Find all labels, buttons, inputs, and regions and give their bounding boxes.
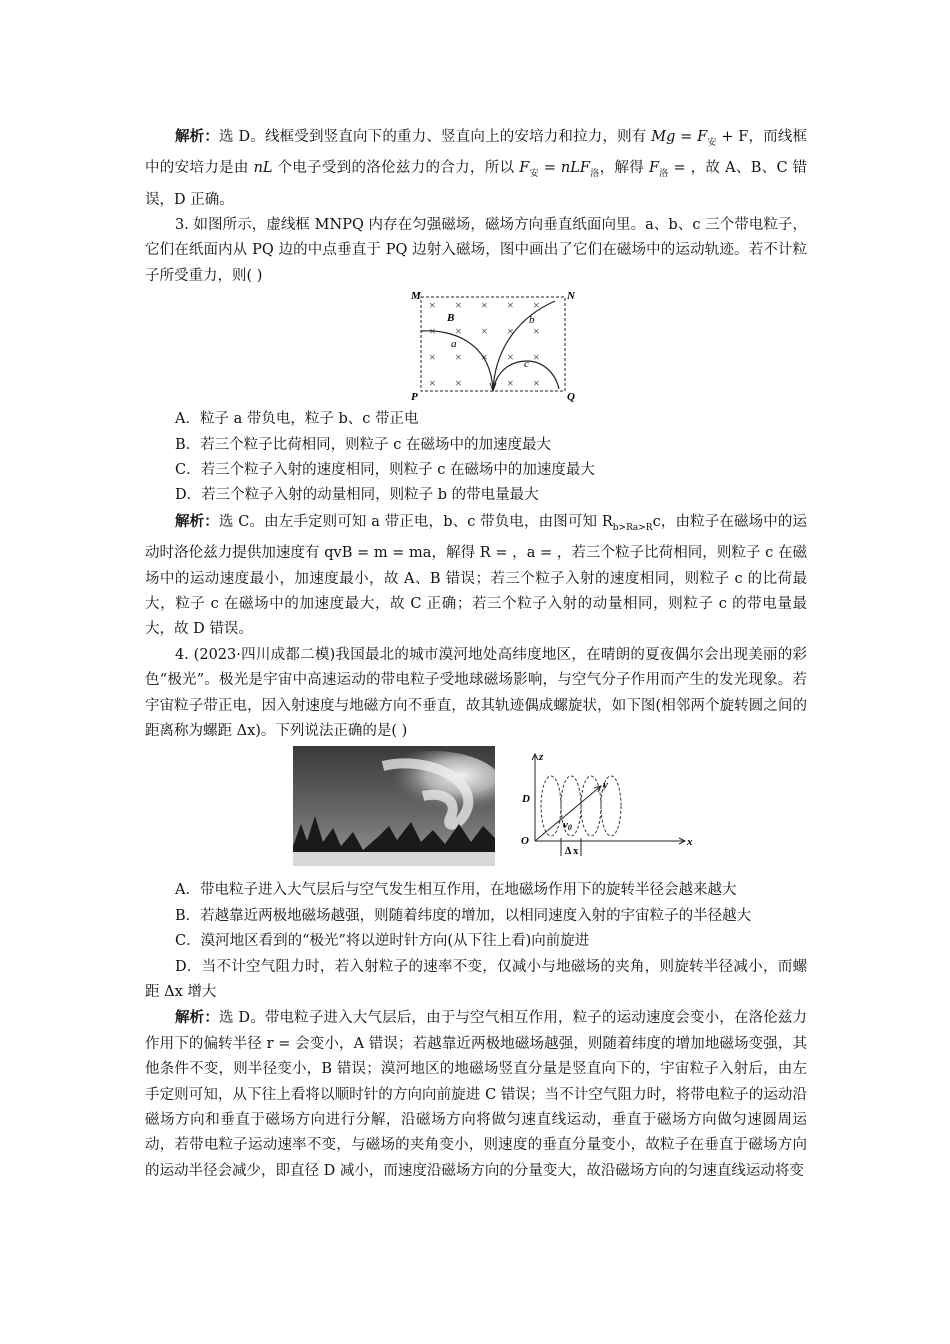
field-cross: × <box>507 298 514 313</box>
field-cross: × <box>533 350 540 365</box>
field-cross: × <box>533 324 540 339</box>
aurora-photo <box>293 746 495 866</box>
q4-option-c: C．漠河地区看到的“极光”将以逆时针方向(从下往上看)向前旋进 <box>175 933 590 950</box>
q4-option-d: D．当不计空气阻力时，若入射粒子的速率不变，仅减小与地磁场的夹角，则旋转半径减小，而螺距 Δx 增大 <box>145 958 807 1001</box>
axis-z: z <box>539 751 544 764</box>
label-c: c <box>524 358 529 371</box>
field-cross: × <box>429 298 436 313</box>
analysis-label: 解析： <box>175 512 219 530</box>
axis-y: y <box>603 779 608 792</box>
label-q: Q <box>567 391 575 404</box>
helix-loops <box>541 776 621 836</box>
axis-x: x <box>687 836 693 849</box>
field-cross: × <box>429 376 436 391</box>
q4-stem: 4. (2023·四川成都二模)我国最北的城市漠河地处高纬度地区，在晴朗的夏夜偶尔会出现美丽的彩色“极光”。极光是宇宙中高速运动的带电粒子受地球磁场影响，与空气分子作用而产生的发光现象。若宇宙粒子带正电，因入射速度与地磁方向不垂直，故其轨迹偶成螺旋状，如下图(相邻两个旋转圆之间的距离称为螺距 Δx)。下列说法正确的是( ) <box>145 646 807 739</box>
q4-figures <box>145 746 807 874</box>
field-cross: × <box>507 324 514 339</box>
document-page <box>145 124 807 1184</box>
field-cross: × <box>429 350 436 365</box>
label-d: D <box>522 793 530 806</box>
q4-option-b: B．若越靠近两极地磁场越强，则随着纬度的增加，以相同速度入射的宇宙粒子的半径越大 <box>175 907 752 924</box>
q3-option-b: B．若三个粒子比荷相同，则粒子 c 在磁场中的加速度最大 <box>175 436 551 453</box>
q3-analysis: 解析：选 C。由左手定则可知 a 带正电，b、c 带负电，由图可知 $R_{b>Ra>R}c$，由粒子在磁场中的运动时洛伦兹力提供加速度有 qvB = m = ma，解得 R = ，a = ，若三个粒子比荷相同，则粒子 c 在磁场中的运动速度最小，加速度最小，故 A、B 错误；若三个粒子入射的速度相同，则粒子 c 的比荷最大，粒子 c 在磁场中的加速度最大，故 C 正确；若三个粒子入射的动量相同，则粒子 c 的带电量最大，故 D 错误。 <box>145 512 808 638</box>
q4-analysis: 解析：选 D。带电粒子进入大气层后，由于与空气相互作用，粒子的运动速度会变小，在洛伦兹力作用下的偏转半径 r = 会变小，A 错误；若越靠近两极地磁场越强，则随着纬度的增加地磁场变强，其他条件不变，则半径变小，B 错误；漠河地区的地磁场竖直分量是竖直向下的，宇宙粒子入射后，由左手定则可知，从下往上看将以顺时针的方向向前旋进 C 错误；当不计空气阻力时，将带电粒子的运动沿磁场方向和垂直于磁场方向进行分解，沿磁场方向将做匀速直线运动，垂直于磁场方向做匀速圆周运动，若带电粒子运动速率不变，与磁场的夹角变小，则速度的垂直分量变小，故粒子在垂直于磁场方向的运动半径会减少，即直径 D 减小，而速度沿磁场方向的分量变大，故沿磁场方向的匀速直线运动将变 <box>145 1009 808 1179</box>
q3-option-a: A．粒子 a 带负电，粒子 b、c 带正电 <box>175 411 419 428</box>
label-v0: v0 <box>563 819 572 833</box>
q3-option-d: D．若三个粒子入射的动量相同，则粒子 b 的带电量最大 <box>175 487 539 504</box>
q3-stem: 3. 如图所示，虚线框 MNPQ 内存在匀强磁场，磁场方向垂直纸面向里。a、b、c 三个带电粒子，它们在纸面内从 PQ 边的中点垂直于 PQ 边射入磁场，图中画出了它们在磁场中的运动轨迹。若不计粒子所受重力，则( ) <box>145 217 807 284</box>
origin-o: O <box>521 835 529 848</box>
trajectory-b <box>493 301 555 391</box>
field-cross: × <box>455 376 462 391</box>
field-cross: × <box>533 376 540 391</box>
field-cross: × <box>507 350 514 365</box>
q4-option-a: A．带电粒子进入大气层后与空气发生相互作用，在地磁场作用下的旋转半径会越来越大 <box>175 882 737 899</box>
analysis-label: 解析： <box>175 1009 219 1027</box>
q2-analysis: 解析：选 D。线框受到竖直向下的重力、竖直向上的安培力和拉力，则有 $Mg = F_安 + F$，而线框中的安培力是由 nL 个电子受到的洛伦兹力的合力，所以 $F_安 = nLF_洛$，解得 $F_洛$ = ，故 A、B、C 错误，D 正确。 <box>145 128 808 208</box>
label-b-field: B <box>447 312 455 325</box>
label-b: b <box>529 314 535 327</box>
field-crosses <box>429 298 540 390</box>
field-cross: × <box>481 350 488 365</box>
magnetic-field-figure <box>411 291 586 403</box>
field-cross: × <box>455 324 462 339</box>
label-n: N <box>567 291 575 303</box>
field-cross: × <box>481 324 488 339</box>
field-cross: × <box>429 324 436 339</box>
q3-option-c: C．若三个粒子入射的速度相同，则粒子 c 在磁场中的加速度最大 <box>175 462 595 479</box>
field-cross: × <box>533 298 540 313</box>
field-cross: × <box>481 298 488 313</box>
helix-diagram <box>505 746 845 874</box>
analysis-label: 解析： <box>175 128 220 145</box>
label-p: P <box>411 391 418 404</box>
label-pitch: Δ x <box>565 846 579 858</box>
field-cross: × <box>455 350 462 365</box>
label-a: a <box>451 338 457 351</box>
label-m: M <box>411 291 421 303</box>
field-cross: × <box>455 298 462 313</box>
field-cross: × <box>507 376 514 391</box>
